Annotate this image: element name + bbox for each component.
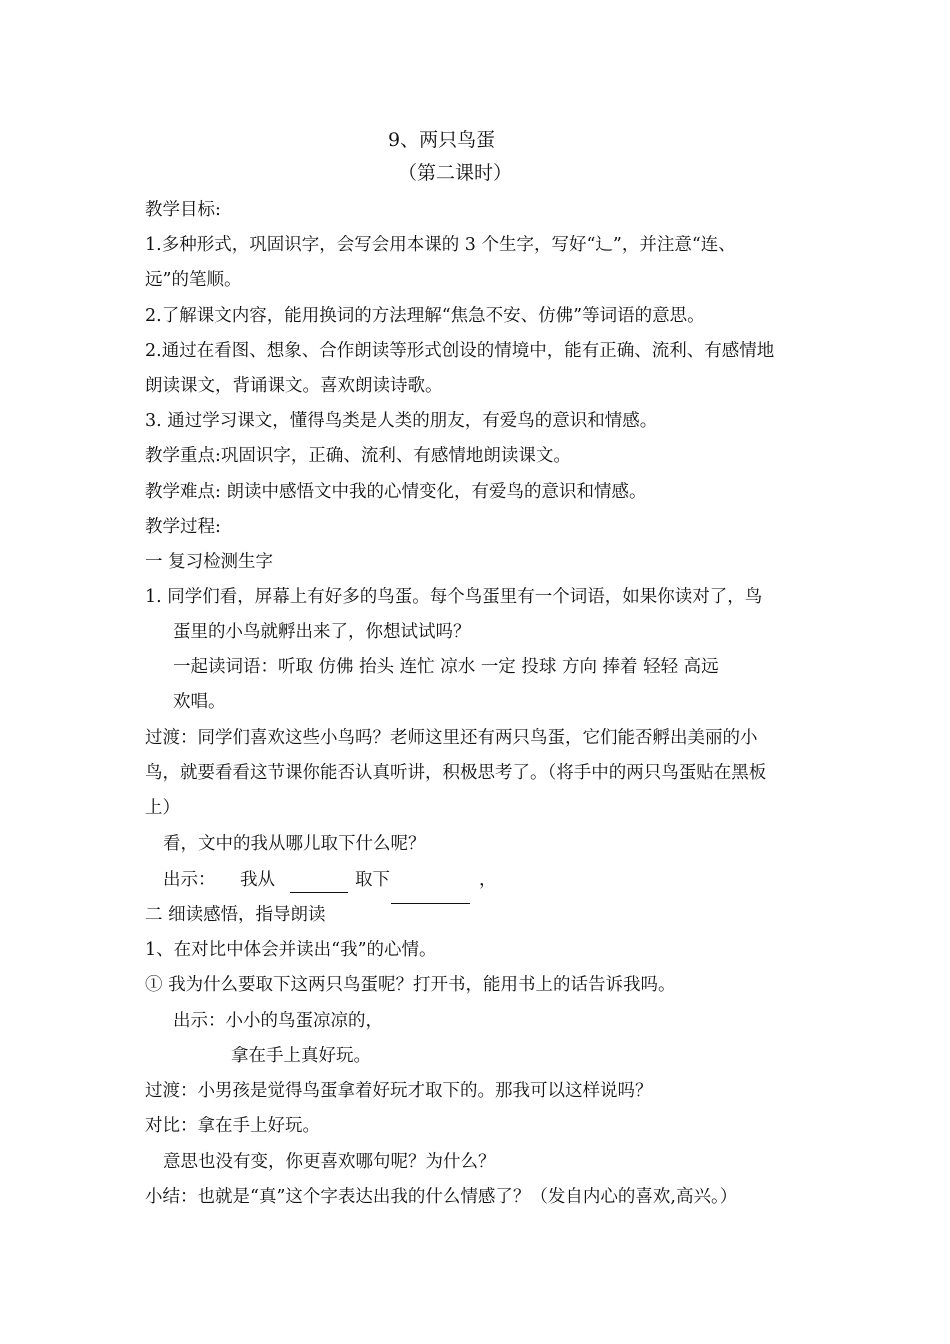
transition-1-line-3: 上） bbox=[145, 798, 180, 818]
step-1-line-2: 蛋里的小鸟就孵出来了，你想试试吗？ bbox=[173, 622, 471, 642]
show-comma: ， bbox=[479, 870, 497, 890]
process-heading: 教学过程: bbox=[145, 517, 221, 537]
fill-blank-1 bbox=[290, 892, 348, 893]
meaning: 意思也没有变，你更喜欢哪句呢？为什么？ bbox=[163, 1152, 496, 1172]
sub-section-1: 1、在对比中体会并读出“我”的心情。 bbox=[145, 940, 437, 960]
difficulty: 教学难点: 朗读中感悟文中我的心情变化，有爱鸟的意识和情感。 bbox=[145, 482, 647, 502]
goal-3-line-2: 朗读课文，背诵课文。喜欢朗读诗歌。 bbox=[145, 376, 443, 396]
lesson-subtitle: （第二课时） bbox=[398, 162, 513, 184]
show-2-line-1: 出示：小小的鸟蛋凉凉的， bbox=[173, 1011, 383, 1031]
show-part-2: 取下 bbox=[355, 870, 390, 890]
transition-2: 过渡：小男孩是觉得鸟蛋拿着好玩才取下的。那我可以这样说吗？ bbox=[145, 1081, 653, 1101]
key-point: 教学重点:巩固识字，正确、流利、有感情地朗读课文。 bbox=[145, 446, 571, 466]
fill-blank-2 bbox=[391, 903, 470, 904]
step-1-line-1: 1. 同学们看，屏幕上有好多的鸟蛋。每个鸟蛋里有一个词语，如果你读对了，鸟 bbox=[145, 587, 763, 607]
goal-1-line-1: 1.多种形式，巩固识字，会写会用本课的 3 个生字，写好“辶”，并注意“连、 bbox=[145, 235, 736, 255]
show-label: 出示： bbox=[163, 870, 216, 890]
show-part-1: 我从 bbox=[240, 870, 275, 890]
transition-1-line-1: 过渡：同学们喜欢这些小鸟吗？老师这里还有两只鸟蛋，它们能否孵出美丽的小 bbox=[145, 728, 758, 748]
lesson-title: 9、两只鸟蛋 bbox=[388, 129, 496, 151]
look-question: 看，文中的我从哪儿取下什么呢？ bbox=[163, 834, 426, 854]
section-2-heading: 二 细读感悟，指导朗读 bbox=[145, 905, 326, 925]
section-1-heading: 一 复习检测生字 bbox=[145, 552, 274, 572]
words-line-2: 欢唱。 bbox=[173, 692, 226, 712]
compare: 对比：拿在手上好玩。 bbox=[145, 1116, 320, 1136]
goal-4: 3. 通过学习课文，懂得鸟类是人类的朋友，有爱鸟的意识和情感。 bbox=[145, 411, 658, 431]
words-line-1: 一起读词语：听取 仿佛 抬头 连忙 凉水 一定 投球 方向 捧着 轻轻 高远 bbox=[173, 657, 719, 677]
transition-1-line-2: 鸟，就要看看这节课你能否认真听讲，积极思考了。（将手中的两只鸟蛋贴在黑板 bbox=[145, 763, 767, 783]
summary: 小结：也就是“真”这个字表达出我的什么情感了？（发自内心的喜欢,高兴。） bbox=[145, 1187, 738, 1207]
show-2-line-2: 拿在手上真好玩。 bbox=[231, 1046, 371, 1066]
goal-1-line-2: 远”的笔顺。 bbox=[145, 270, 242, 290]
question-1: ① 我为什么要取下这两只鸟蛋呢？打开书，能用书上的话告诉我吗。 bbox=[145, 975, 676, 995]
goal-3-line-1: 2.通过在看图、想象、合作朗读等形式创设的情境中，能有正确、流利、有感情地 bbox=[145, 341, 775, 361]
goals-heading: 教学目标: bbox=[145, 200, 221, 220]
goal-2: 2.了解课文内容，能用换词的方法理解“焦急不安、仿佛”等词语的意思。 bbox=[145, 306, 705, 326]
